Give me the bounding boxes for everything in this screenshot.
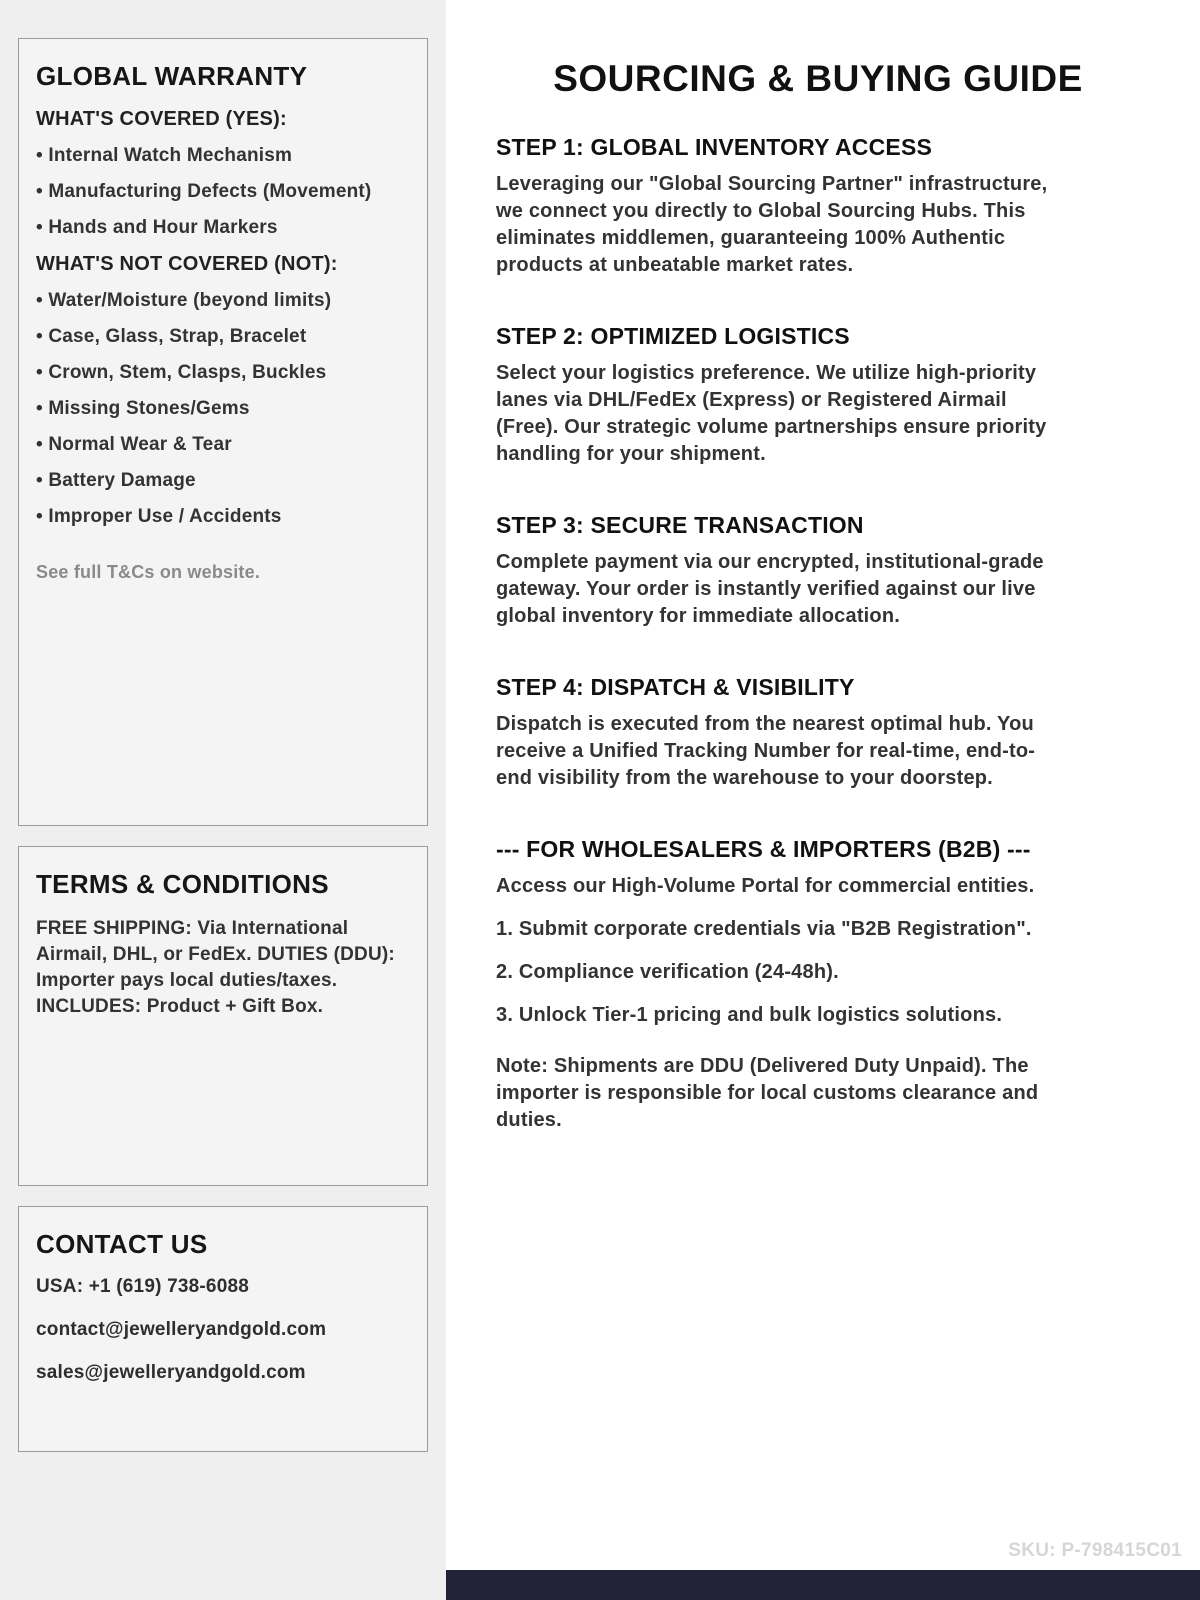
not-covered-heading: WHAT'S NOT COVERED (NOT): <box>36 253 338 275</box>
step-1-heading: STEP 1: GLOBAL INVENTORY ACCESS <box>496 134 933 160</box>
warranty-box <box>18 38 428 826</box>
not-covered-list <box>36 290 410 528</box>
covered-heading: WHAT'S COVERED (YES): <box>36 108 287 130</box>
list-item: • Normal Wear & Tear <box>36 434 410 456</box>
list-item: • Case, Glass, Strap, Bracelet <box>36 326 410 348</box>
list-item: • Manufacturing Defects (Movement) <box>36 181 410 203</box>
step-2-heading: STEP 2: OPTIMIZED LOGISTICS <box>496 323 850 349</box>
contact-box <box>18 1206 428 1452</box>
contact-email-sales: sales@jewelleryandgold.com <box>36 1362 306 1383</box>
list-item: • Internal Watch Mechanism <box>36 145 410 167</box>
b2b-intro: Access our High-Volume Portal for commercial entities. <box>496 875 1035 897</box>
b2b-item-3: 3. Unlock Tier-1 pricing and bulk logistics solutions. <box>496 1004 1003 1026</box>
list-item: • Water/Moisture (beyond limits) <box>36 290 410 312</box>
terms-title: TERMS & CONDITIONS <box>36 869 329 899</box>
step-1-body: Leveraging our "Global Sourcing Partner" infrastructure, we connect you directly to Global Sourcing Hubs. This eliminates middlemen, guaranteeing 100% Authentic products at unbeatable market rates. <box>496 173 1048 276</box>
step-3-body: Complete payment via our encrypted, institutional-grade gateway. Your order is instantly verified against our live global inventory for immediate allocation. <box>496 551 1044 627</box>
list-item: • Hands and Hour Markers <box>36 217 410 239</box>
terms-body: FREE SHIPPING: Via International Airmail, DHL, or FedEx. DUTIES (DDU): Importer pays local duties/taxes. INCLUDES: Product + Gift Box. <box>36 918 395 1017</box>
b2b-item-2: 2. Compliance verification (24-48h). <box>496 961 839 983</box>
contact-phone: USA: +1 (619) 738-6088 <box>36 1276 249 1297</box>
page-title: SOURCING & BUYING GUIDE <box>553 58 1083 99</box>
contact-email: contact@jewelleryandgold.com <box>36 1319 327 1340</box>
contact-title: CONTACT US <box>36 1229 208 1259</box>
step-2-body: Select your logistics preference. We utilize high-priority lanes via DHL/FedEx (Express) or Registered Airmail (Free). Our strategic volume partnerships ensure priority handling for your shipment. <box>496 362 1047 465</box>
step-4-heading: STEP 4: DISPATCH & VISIBILITY <box>496 674 855 700</box>
b2b-heading: --- FOR WHOLESALERS & IMPORTERS (B2B) --- <box>496 836 1031 862</box>
list-item: • Improper Use / Accidents <box>36 506 410 528</box>
list-item: • Battery Damage <box>36 470 410 492</box>
sidebar <box>0 0 446 1600</box>
list-item: • Missing Stones/Gems <box>36 398 410 420</box>
covered-list <box>36 145 410 239</box>
warranty-footnote: See full T&Cs on website. <box>36 562 261 582</box>
b2b-note: Note: Shipments are DDU (Delivered Duty Unpaid). The importer is responsible for local customs clearance and duties. <box>496 1055 1039 1131</box>
step-3-heading: STEP 3: SECURE TRANSACTION <box>496 512 864 538</box>
terms-box <box>18 846 428 1186</box>
main-content <box>446 0 1200 1600</box>
list-item: • Crown, Stem, Clasps, Buckles <box>36 362 410 384</box>
b2b-item-1: 1. Submit corporate credentials via "B2B Registration". <box>496 918 1032 940</box>
warranty-title: GLOBAL WARRANTY <box>36 61 308 91</box>
bottom-bar <box>446 1570 1200 1600</box>
step-4-body: Dispatch is executed from the nearest optimal hub. You receive a Unified Tracking Number for real-time, end-to-end visibility from the warehouse to your doorstep. <box>496 713 1036 789</box>
sku-label: SKU: P-798415C01 <box>1008 1540 1182 1561</box>
